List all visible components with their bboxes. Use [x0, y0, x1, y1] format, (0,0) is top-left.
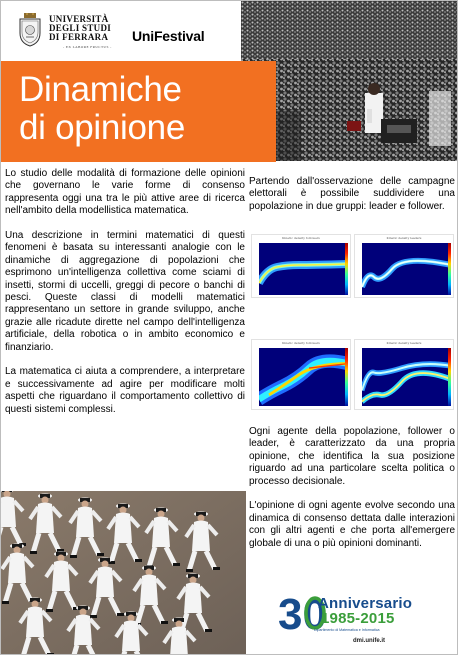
title-line: Dinamiche: [19, 70, 182, 109]
right-column-intro: Partendo dall'osservazione delle campagne elettorali è possibile suddividere una popolazione in due gruppi: leader e follower.: [249, 176, 455, 212]
figure-title: Kinetic density followers: [282, 341, 320, 345]
figure-title: Kinetic density followers: [282, 236, 320, 240]
paragraph: Lo studio delle modalità di formazione delle opinioni che governano le varie forme di consenso rappresenta oggi una tra le più attive aree di ricerca nell'ambito della modellistica matematica.: [5, 168, 245, 217]
title-line: di opinione: [19, 108, 186, 147]
colorbar: [448, 243, 451, 295]
left-column: [5, 168, 245, 428]
figure-panel: [354, 234, 454, 298]
density-plot: [362, 243, 451, 295]
logo-department: Dipartimento di Matematica e Informatica: [314, 628, 380, 632]
festival-name: UniFestival: [132, 28, 205, 44]
figure-panel: [354, 339, 454, 410]
paragraph: Una descrizione in termini matematici di questi fenomeni è basata su interessanti analogie con le dinamiche di aggregazione di popolazioni che esprimono un'intelligenza collettiva come sciami di insetti, stormi di uccelli, greggi di pecore o banchi di pesci. Queste classi di modelli matematici rappresentano un settore in grande sviluppo, anche grazie alle ricadute dirette nel campo dell'intelligenza artificiale, della robotica o in ambito economico e finanziario.: [5, 230, 245, 353]
figure-panel: [251, 339, 351, 410]
colorbar: [345, 243, 348, 295]
colorbar: [345, 348, 348, 406]
poster-title: [19, 71, 185, 147]
density-plot: [259, 348, 348, 406]
paragraph: La matematica ci aiuta a comprendere, a interpretare e successivamente ad agire per modificare molti aspetti che riguardano il comportamento collettivo di questi sistemi complessi.: [5, 366, 245, 415]
right-column-body: [249, 426, 455, 562]
logo-years: 1985-2015: [321, 610, 395, 627]
university-name-line: DEGLI STUDI: [49, 23, 112, 33]
figure-panel: [251, 234, 351, 298]
logo-anniversary-text: Anniversario: [318, 595, 413, 612]
figure-title: Kinetic density leaders: [386, 341, 422, 345]
university-motto: - EX LABORE FRUCTUS -: [63, 45, 112, 49]
university-crest-icon: [17, 13, 43, 47]
university-name: [49, 15, 111, 42]
university-name-line: DI FERRARA: [49, 32, 109, 42]
university-name-line: UNIVERSITÀ: [49, 14, 109, 24]
density-plot: [259, 243, 348, 295]
colorbar: [448, 348, 451, 406]
paragraph: L'opinione di ogni agente evolve secondo una dinamica di consenso dettata dalle interazioni con gli altri agenti e che porta all'emergere globale di una o più opinioni dominanti.: [249, 500, 455, 549]
figure-title: Kinetic density leaders: [386, 236, 422, 240]
logo-url: dmi.unife.it: [353, 638, 385, 644]
density-plot: [362, 348, 451, 406]
paragraph: Ogni agente della popolazione, follower o leader, è caratterizzato da una propria opinione, che identifica la sua posizione riguardo ad una particolare scelta politica o processo decisionale.: [249, 426, 455, 487]
marching-soldiers-photo: [1, 491, 246, 655]
logo-number: 30: [278, 590, 327, 639]
